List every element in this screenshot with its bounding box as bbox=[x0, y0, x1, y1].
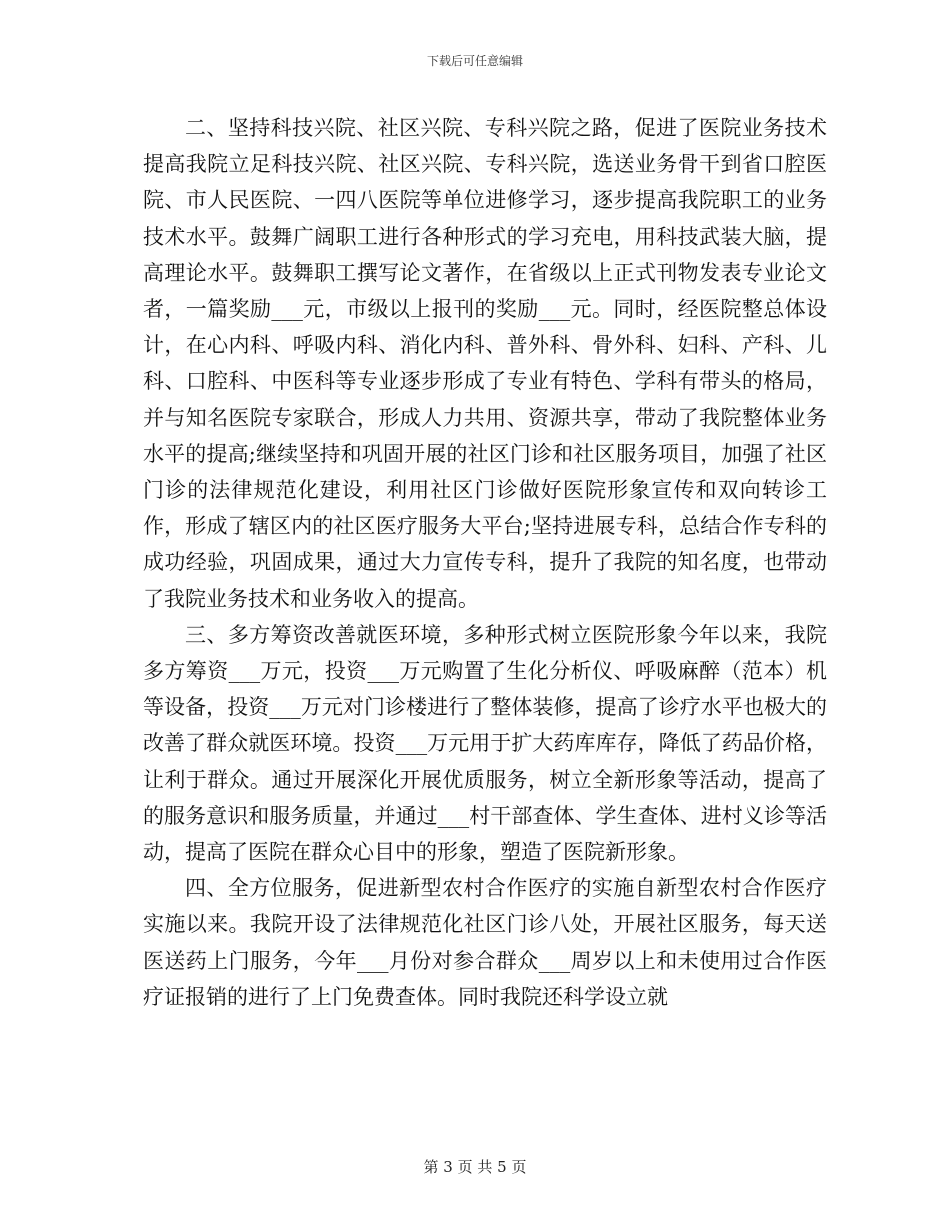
paragraph-section-three: 三、多方筹资改善就医环境，多种形式树立医院形象今年以来，我院多方筹资___万元，投资___万元购置了生化分析仪、呼吸麻醉（范本）机等设备，投资___万元对门诊楼进行了整体装修，提高了诊疗水平也极大的改善了群众就医环境。投资___万元用于扩大药库库存，降低了药品价格，让利于群众。通过开展深化开展优质服务，树立全新形象等活动，提高了的服务意识和服务质量，并通过___村干部查体、学生查体、进村义诊等活动，提高了医院在群众心目中的形象，塑造了医院新形象。 bbox=[143, 622, 827, 865]
page-header: 下载后可任意编辑 bbox=[426, 54, 523, 68]
paragraph-section-four: 四、全方位服务，促进新型农村合作医疗的实施自新型农村合作医疗实施以来。我院开设了法律规范化社区门诊八处，开展社区服务，每天送医送药上门服务，今年___月份对参合群众___周岁以上和未使用过合作医疗证报销的进行了上门免费查体。同时我院还科学设立就 bbox=[143, 876, 827, 1009]
document-body bbox=[143, 110, 827, 1015]
page-number-footer: 第 3 页 共 5 页 bbox=[423, 1158, 527, 1176]
paragraph-section-two: 二、坚持科技兴院、社区兴院、专科兴院之路，促进了医院业务技术提高我院立足科技兴院、社区兴院、专科兴院，选送业务骨干到省口腔医院、市人民医院、一四八医院等单位进修学习，逐步提高我院职工的业务技术水平。鼓舞广阔职工进行各种形式的学习充电，用科技武装大脑，提高理论水平。鼓舞职工撰写论文著作，在省级以上正式刊物发表专业论文者，一篇奖励___元，市级以上报刊的奖励___元。同时，经医院整总体设计，在心内科、呼吸内科、消化内科、普外科、骨外科、妇科、产科、儿科、口腔科、中医科等专业逐步形成了专业有特色、学科有带头的格局，并与知名医院专家联合，形成人力共用、资源共享，带动了我院整体业务水平的提高;继续坚持和巩固开展的社区门诊和社区服务项目，加强了社区门诊的法律规范化建设，利用社区门诊做好医院形象宣传和双向转诊工作，形成了辖区内的社区医疗服务大平台;坚持进展专科，总结合作专科的成功经验，巩固成果，通过大力宣传专科，提升了我院的知名度，也带动了我院业务技术和业务收入的提高。 bbox=[143, 116, 827, 611]
